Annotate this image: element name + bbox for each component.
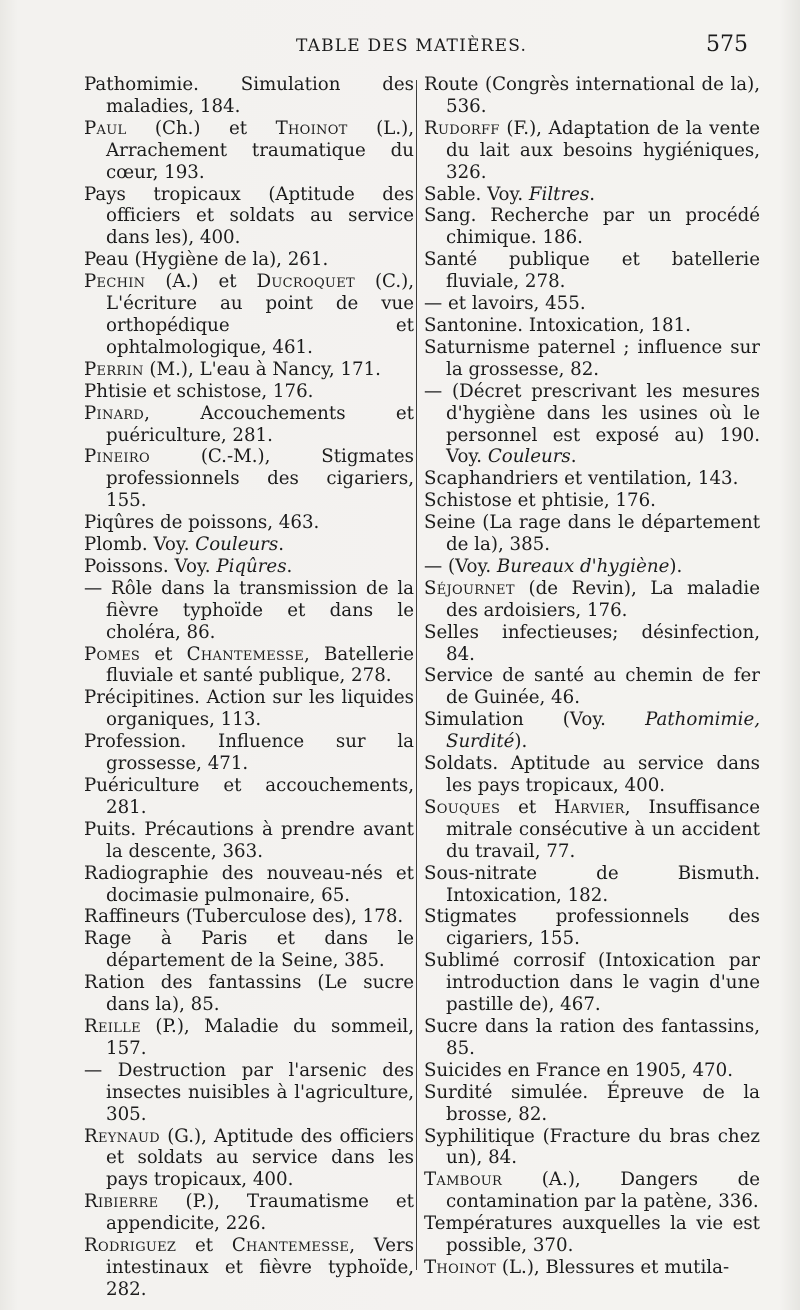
entry-text: (F.), Adaptation de la vente du lait aux besoins hygiéniques, 326. [446, 117, 760, 183]
entry-text: Précipitines. Action sur les liquides organiques, 113. [84, 687, 414, 731]
entry-text: Piqûres de poissons, 463. [84, 512, 320, 534]
entry-text: Simulation (Voy. [424, 709, 646, 731]
entry-text: Scaphandriers et ventilation, 143. [424, 468, 739, 490]
entry-author: Rodriguez [84, 1235, 177, 1257]
index-entry [424, 1126, 760, 1170]
entry-crossref: Piqûres [216, 555, 287, 577]
entry-author: Pinard [84, 402, 145, 424]
index-entry [84, 446, 414, 512]
entry-crossref: Couleurs [487, 446, 571, 468]
entry-author: Reille [84, 1015, 141, 1037]
entry-crossref: Bureaux d'hygiène [496, 555, 670, 577]
entry-text: Puériculture et accouchements, 281. [84, 775, 414, 818]
entry-text: Selles infectieuses; désinfection, 84. [424, 621, 760, 665]
entry-text: . [286, 555, 293, 577]
entry-author: Reynaud [84, 1125, 161, 1147]
index-entry [84, 1016, 414, 1060]
index-entry [424, 665, 760, 709]
entry-author: Rudorff [424, 117, 500, 139]
index-entry [424, 1060, 760, 1082]
entry-text: — et lavoirs, 455. [424, 293, 586, 315]
entry-text: (G.), Aptitude des officiers et soldats au service dans les pays tropicaux, 400. [106, 1125, 414, 1191]
entry-text: . [278, 534, 284, 556]
entry-author: Chantemesse [186, 643, 305, 665]
entry-text: Syphilitique (Fracture du bras chez un), 84. [424, 1125, 760, 1169]
index-entry [84, 184, 414, 250]
index-entry [424, 797, 760, 863]
index-column-left [84, 74, 414, 1301]
entry-text: , Batellerie fluviale et santé publique, 278. [106, 643, 415, 687]
index-entry [84, 972, 414, 1016]
entry-text: Saturnisme paternel ; influence sur la grossesse, 82. [424, 336, 760, 380]
index-entry [84, 819, 414, 863]
entry-text: (P.), Maladie du sommeil, 157. [106, 1015, 414, 1059]
index-entry [84, 556, 414, 578]
entry-text: Schistose et phtisie, 176. [424, 490, 656, 512]
index-entry [84, 687, 414, 731]
index-entry [424, 950, 760, 1016]
index-entry [84, 74, 414, 118]
entry-text: Route (Congrès international de la), 536. [424, 74, 760, 117]
index-entry [84, 644, 414, 688]
entry-text: Stigmates professionnels des cigariers, 155. [424, 906, 760, 950]
entry-text: Températures auxquelles la vie est possible, 370. [424, 1213, 760, 1257]
index-entry [424, 709, 760, 753]
entry-text: Sucre dans la ration des fantassins, 85. [424, 1015, 760, 1059]
entry-crossref: Couleurs [195, 534, 279, 556]
entry-crossref: Pathomimie, Surdité [446, 709, 760, 753]
entry-text: . [570, 446, 577, 468]
entry-text: (C.), L'écriture au point de vue orthopédique et ophtalmologique, 461. [106, 271, 414, 358]
index-entry [424, 315, 760, 337]
index-entry [84, 906, 414, 928]
entry-text: Service de santé au chemin de fer de Guinée, 46. [424, 665, 760, 709]
index-column-right [424, 74, 760, 1279]
index-entry [84, 775, 414, 819]
entry-text: Santonine. Intoxication, 181. [424, 314, 691, 336]
entry-author: Pechin [84, 271, 146, 293]
entry-text: ). [669, 555, 683, 577]
entry-text: et [140, 643, 187, 665]
entry-text: (M.), L'eau à Nancy, 171. [143, 358, 381, 380]
index-entry [84, 1126, 414, 1192]
index-entry [424, 184, 760, 206]
running-title: TABLE DES MATIÈRES. [296, 36, 528, 56]
entry-text: (A.), Dangers de contamination par la patène, 336. [446, 1169, 760, 1213]
entry-text: Peau (Hygiène de la), 261. [84, 249, 329, 271]
entry-text: et [500, 796, 555, 818]
entry-text: — (Voy. [424, 555, 497, 577]
index-entry [84, 1060, 414, 1126]
index-entry [424, 753, 760, 797]
entry-author: Ducroquet [256, 271, 355, 293]
entry-text: — Destruction par l'arsenic des insectes nuisibles à l'agriculture, 305. [84, 1059, 414, 1125]
index-entry [84, 359, 414, 381]
entry-text: . [589, 183, 596, 205]
entry-text: et [176, 1235, 232, 1257]
entry-text: Pathomimie. Simulation des maladies, 184. [84, 74, 414, 117]
entry-text: Seine (La rage dans le département de la), 385. [424, 512, 760, 556]
entry-crossref: Filtres [528, 183, 590, 205]
entry-author: Paul [84, 117, 127, 139]
index-entry [84, 403, 414, 447]
entry-text: Ration des fantassins (Le sucre dans la), 85. [84, 972, 414, 1016]
index-entry [424, 578, 760, 622]
entry-text: Suicides en France en 1905, 470. [424, 1059, 733, 1081]
index-entry [424, 381, 760, 469]
entry-text: Raffineurs (Tuberculose des), 178. [84, 906, 404, 928]
index-entry [424, 1082, 760, 1126]
index-entry [84, 578, 414, 644]
entry-text: Sang. Recherche par un procédé chimique. 186. [424, 205, 760, 249]
entry-text: (P.), Traumatisme et appendicite, 226. [106, 1191, 414, 1235]
index-entry [84, 731, 414, 775]
index-entry [424, 622, 760, 666]
entry-text: , Accouchements et puériculture, 281. [106, 402, 414, 446]
entry-text: Sable. Voy. [424, 183, 529, 205]
entry-text: ). [514, 731, 528, 753]
index-entry [84, 534, 414, 556]
entry-author: Chantemesse [231, 1235, 350, 1257]
index-entry [424, 118, 760, 184]
page-header [0, 30, 800, 70]
entry-text: (A.) et [145, 271, 257, 293]
column-divider [416, 80, 417, 1270]
entry-text: , Vers intestinaux et fièvre typhoïde, 282. [106, 1235, 414, 1300]
entry-text: Surdité simulée. Épreuve de la brosse, 82. [424, 1081, 760, 1125]
index-entry [424, 863, 760, 907]
entry-author: Harvier [554, 796, 625, 818]
entry-text: — (Décret prescrivant les mesures d'hygiène dans les usines où le personnel est exposé au) 190. Voy. [424, 380, 760, 468]
index-entry [424, 293, 760, 315]
index-entry [424, 1257, 760, 1279]
entry-text: Santé publique et batellerie fluviale, 278. [424, 249, 760, 293]
index-entry [84, 271, 414, 359]
entry-author: Perrin [84, 358, 144, 380]
entry-text: Plomb. Voy. [84, 534, 196, 556]
entry-author: Pineiro [84, 446, 150, 468]
entry-text: Rage à Paris et dans le département de la Seine, 385. [84, 928, 414, 972]
index-entry [424, 337, 760, 381]
entry-author: Souques [424, 796, 501, 818]
index-entry [424, 490, 760, 512]
index-entry [424, 556, 760, 578]
index-entry [424, 906, 760, 950]
entry-text: Phtisie et schistose, 176. [84, 380, 314, 402]
entry-author: Ribierre [84, 1191, 159, 1213]
entry-text: , Insuffisance mitrale consécutive à un accident du travail, 77. [446, 796, 760, 862]
index-entry [84, 1235, 414, 1301]
index-entry [84, 381, 414, 403]
index-entry [84, 928, 414, 972]
index-entry [424, 249, 760, 293]
entry-author: Thoinot [424, 1256, 497, 1278]
entry-author: Séjournet [424, 577, 515, 599]
index-entry [424, 205, 760, 249]
entry-text: Soldats. Aptitude au service dans les pays tropicaux, 400. [424, 753, 760, 796]
entry-author: Tambour [424, 1169, 503, 1191]
entry-text: (de Revin), La maladie des ardoisiers, 176. [446, 577, 760, 621]
index-entry [424, 468, 760, 490]
entry-text: (Ch.) et [126, 117, 276, 139]
index-entry [84, 1191, 414, 1235]
index-entry [84, 249, 414, 271]
index-entry [84, 512, 414, 534]
index-entry [84, 118, 414, 184]
entry-text: Sublimé corrosif (Intoxication par introduction dans le vagin d'une pastille de), 467. [424, 950, 760, 1016]
entry-text: (C.-M.), Stigmates professionnels des cigariers, 155. [106, 446, 414, 512]
index-entry [424, 512, 760, 556]
entry-text: Sous-nitrate de Bismuth. Intoxication, 182. [424, 862, 760, 906]
entry-author: Thoinot [275, 117, 348, 139]
index-entry [424, 1213, 760, 1257]
entry-text: Radiographie des nouveau-nés et docimasie pulmonaire, 65. [84, 862, 414, 906]
index-entry [424, 74, 760, 118]
entry-text: Puits. Précautions à prendre avant la descente, 363. [84, 818, 414, 862]
index-entry [424, 1016, 760, 1060]
page-number: 575 [706, 32, 748, 57]
entry-text: Pays tropicaux (Aptitude des officiers et soldats au service dans les), 400. [84, 183, 414, 249]
index-entry [84, 863, 414, 907]
index-entry [424, 1169, 760, 1213]
entry-text: Poissons. Voy. [84, 555, 217, 577]
entry-text: (L.), Blessures et mutila- [496, 1256, 730, 1278]
entry-text: (L.), Arrachement traumatique du cœur, 193. [106, 117, 414, 183]
entry-text: Profession. Influence sur la grossesse, 471. [84, 731, 414, 775]
entry-text: — Rôle dans la transmission de la fièvre typhoïde et dans le choléra, 86. [84, 577, 414, 643]
entry-author: Pomes [84, 643, 141, 665]
